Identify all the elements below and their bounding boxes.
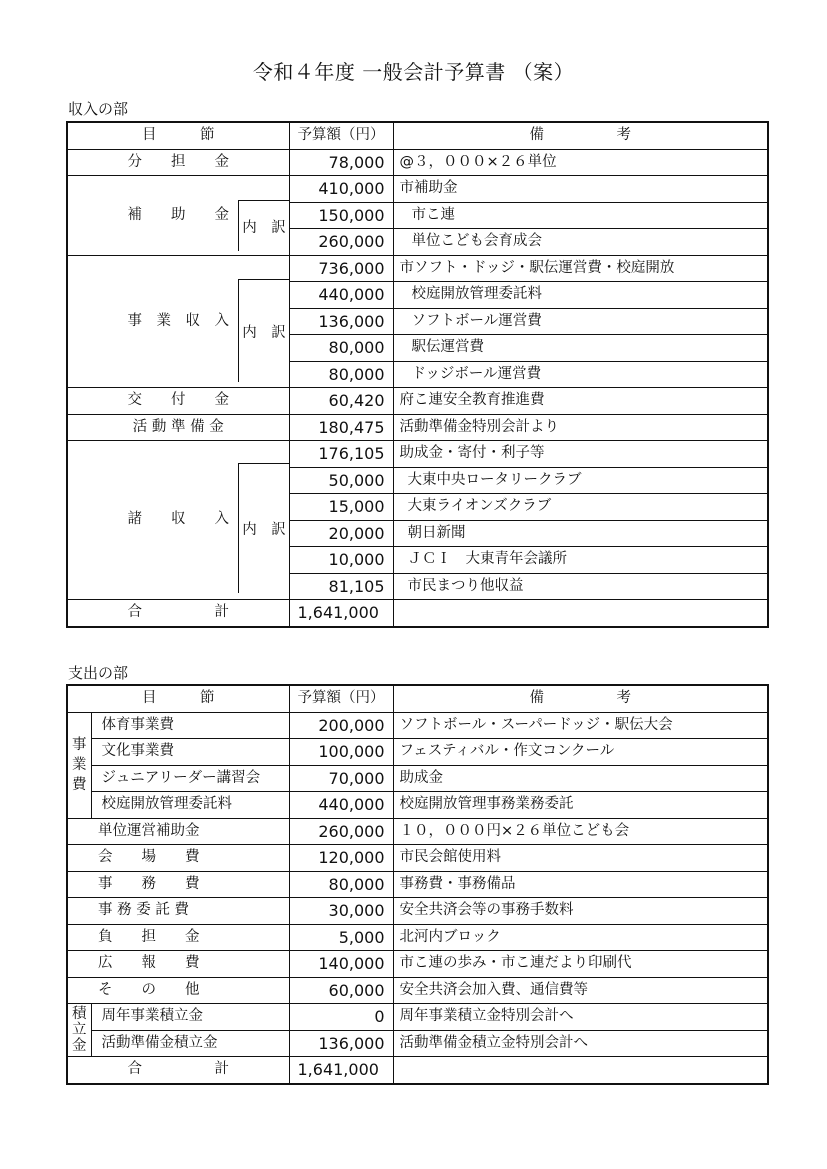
item-amount: 736,000 — [289, 255, 393, 282]
table-row — [67, 1030, 768, 1057]
item-amount: 150,000 — [289, 202, 393, 229]
header-amount: 予算額（円） — [289, 122, 393, 149]
item-amount: 80,000 — [289, 335, 393, 362]
item-amount: 260,000 — [289, 818, 393, 845]
item-name: 分 担 金 — [67, 149, 289, 176]
table-row — [67, 951, 768, 978]
total-row — [67, 1057, 768, 1084]
item-note: 校庭開放管理事務業務委託 — [393, 792, 768, 819]
item-name: 単位運営補助金 — [67, 818, 289, 845]
item-note: 市補助金 — [393, 176, 768, 203]
table-row — [67, 712, 768, 739]
item-amount: 100,000 — [289, 739, 393, 766]
item-name: 文化事業費 — [91, 739, 289, 766]
item-name: 活動準備金積立金 — [91, 1030, 289, 1057]
item-amount: 200,000 — [289, 712, 393, 739]
item-name: 諸 収 入 — [67, 441, 289, 600]
expense-section-label: 支出の部 — [68, 664, 129, 682]
item-note: フェスティバル・作文コンクール — [393, 739, 768, 766]
item-name: ジュニアリーダー講習会 — [91, 765, 289, 792]
tsumitate-category: 積 立 金 — [67, 1004, 91, 1057]
table-row — [67, 871, 768, 898]
item-note: 活動準備金特別会計より — [393, 414, 768, 441]
item-name: 周年事業積立金 — [91, 1004, 289, 1031]
table-row — [67, 739, 768, 766]
item-name: 会 場 費 — [67, 845, 289, 872]
item-amount: 260,000 — [289, 229, 393, 256]
item-note: ＪＣＩ 大東青年会議所 — [393, 547, 768, 574]
item-note: 大東ライオンズクラブ — [393, 494, 768, 521]
table-row — [67, 176, 768, 203]
item-name: そ の 他 — [67, 977, 289, 1004]
item-note: ソフトボール・スーパードッジ・駅伝大会 — [393, 712, 768, 739]
item-note: 安全共済会加入費、通信費等 — [393, 977, 768, 1004]
item-amount: 80,000 — [289, 361, 393, 388]
breakdown-label: 内 訳 — [238, 200, 290, 251]
item-note: １０，０００円×２６単位こども会 — [393, 818, 768, 845]
item-note: 助成金・寄付・利子等 — [393, 441, 768, 468]
expense-header-row — [67, 685, 768, 712]
item-name: 活 動 準 備 金 — [67, 414, 289, 441]
item-amount: 176,105 — [289, 441, 393, 468]
item-amount: 81,105 — [289, 573, 393, 600]
item-note: 単位こども会育成会 — [393, 229, 768, 256]
item-note: 校庭開放管理委託料 — [393, 282, 768, 309]
table-row — [67, 977, 768, 1004]
item-amount: 60,420 — [289, 388, 393, 415]
item-name: 交 付 金 — [67, 388, 289, 415]
page-title: 令和４年度 一般会計予算書 （案） — [252, 60, 575, 84]
table-row — [67, 149, 768, 176]
total-row — [67, 600, 768, 627]
header-item: 目 節 — [67, 685, 289, 712]
item-amount: 140,000 — [289, 951, 393, 978]
total-note — [393, 600, 768, 627]
table-row — [67, 441, 768, 468]
item-amount: 440,000 — [289, 282, 393, 309]
table-row — [67, 1004, 768, 1031]
item-amount: 60,000 — [289, 977, 393, 1004]
item-note: ドッジボール運営費 — [393, 361, 768, 388]
total-label: 合 計 — [67, 600, 289, 627]
item-note: 府こ連安全教育推進費 — [393, 388, 768, 415]
item-amount: 10,000 — [289, 547, 393, 574]
item-note: 朝日新聞 — [393, 520, 768, 547]
item-amount: 15,000 — [289, 494, 393, 521]
item-amount: 30,000 — [289, 898, 393, 925]
jigyohi-category: 事 業 費 — [67, 712, 91, 818]
table-row — [67, 792, 768, 819]
header-amount: 予算額（円） — [289, 685, 393, 712]
table-row — [67, 765, 768, 792]
item-amount: 410,000 — [289, 176, 393, 203]
item-name: 事 業 収 入 — [67, 255, 289, 388]
item-amount: 80,000 — [289, 871, 393, 898]
item-note: 大東中央ロータリークラブ — [393, 467, 768, 494]
item-amount: 78,000 — [289, 149, 393, 176]
total-amount: 1,641,000 — [289, 600, 393, 627]
income-table — [66, 121, 769, 628]
item-note: 安全共済会等の事務手数料 — [393, 898, 768, 925]
item-note: 助成金 — [393, 765, 768, 792]
table-row — [67, 924, 768, 951]
item-note: @３，０００×２６単位 — [393, 149, 768, 176]
table-row — [67, 818, 768, 845]
item-amount: 136,000 — [289, 308, 393, 335]
income-section-label: 収入の部 — [68, 100, 129, 118]
header-note: 備 考 — [393, 122, 768, 149]
total-amount: 1,641,000 — [289, 1057, 393, 1084]
header-note: 備 考 — [393, 685, 768, 712]
table-row — [67, 845, 768, 872]
item-note: 事務費・事務備品 — [393, 871, 768, 898]
item-amount: 20,000 — [289, 520, 393, 547]
item-note: 活動準備金積立金特別会計へ — [393, 1030, 768, 1057]
income-header-row — [67, 122, 768, 149]
item-note: 市こ連の歩み・市こ連だより印刷代 — [393, 951, 768, 978]
item-amount: 120,000 — [289, 845, 393, 872]
item-note: 市ソフト・ドッジ・駅伝運営費・校庭開放 — [393, 255, 768, 282]
total-label: 合 計 — [67, 1057, 289, 1084]
table-row — [67, 388, 768, 415]
item-amount: 5,000 — [289, 924, 393, 951]
breakdown-label: 内 訳 — [238, 279, 290, 382]
item-note: 駅伝運営費 — [393, 335, 768, 362]
item-amount: 70,000 — [289, 765, 393, 792]
table-row — [67, 255, 768, 282]
header-item: 目 節 — [67, 122, 289, 149]
item-note: 市民まつり他収益 — [393, 573, 768, 600]
item-amount: 440,000 — [289, 792, 393, 819]
item-name: 事 務 委 託 費 — [67, 898, 289, 925]
item-name: 負 担 金 — [67, 924, 289, 951]
expense-table — [66, 684, 769, 1085]
item-name: 校庭開放管理委託料 — [91, 792, 289, 819]
total-note — [393, 1057, 768, 1084]
item-amount: 136,000 — [289, 1030, 393, 1057]
item-note: 市民会館使用料 — [393, 845, 768, 872]
item-name: 広 報 費 — [67, 951, 289, 978]
item-note: ソフトボール運営費 — [393, 308, 768, 335]
item-amount: 0 — [289, 1004, 393, 1031]
item-note: 市こ連 — [393, 202, 768, 229]
item-name: 事 務 費 — [67, 871, 289, 898]
item-amount: 50,000 — [289, 467, 393, 494]
table-row — [67, 898, 768, 925]
item-note: 周年事業積立金特別会計へ — [393, 1004, 768, 1031]
item-name: 体育事業費 — [91, 712, 289, 739]
table-row — [67, 414, 768, 441]
item-amount: 180,475 — [289, 414, 393, 441]
item-name: 補 助 金 — [67, 176, 289, 256]
breakdown-label: 内 訳 — [238, 463, 290, 593]
item-note: 北河内ブロック — [393, 924, 768, 951]
